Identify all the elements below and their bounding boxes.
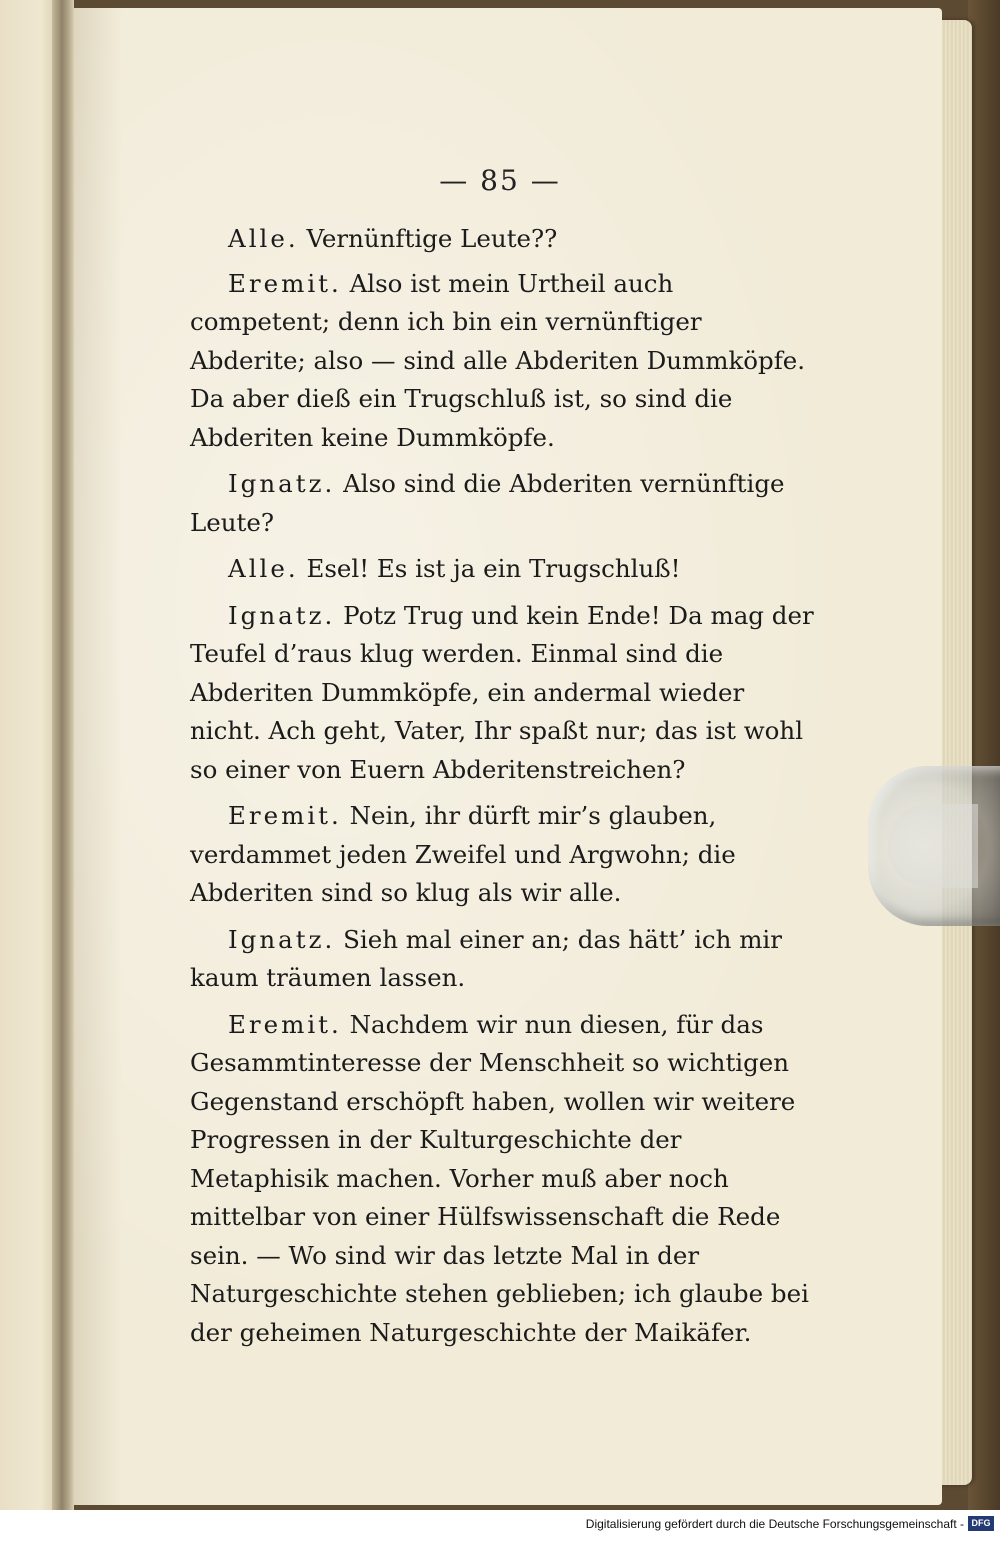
paragraph <box>190 921 820 998</box>
paragraph-text: Vernünftige Leute?? <box>298 224 558 253</box>
dfg-logo: DFG <box>968 1516 994 1531</box>
speaker-name: Eremit. <box>228 1009 342 1039</box>
paragraph-text: Esel! Es ist ja ein Trugschluß! <box>298 554 681 583</box>
paragraph-text: Nein, ihr dürft mir’s glauben, verdammet jeden Zweifel und Argwohn; die Abderiten sind so klug als wir alle. <box>190 801 736 907</box>
page-body <box>190 220 820 1360</box>
paragraph <box>190 797 820 913</box>
facing-page-edge <box>0 0 58 1543</box>
paragraph <box>190 597 820 790</box>
page-clip <box>868 766 1000 926</box>
paragraph-text: Nachdem wir nun diesen, für das Gesammtinteresse der Menschheit so wichtigen Gegenstand erschöpft haben, wollen wir weitere Progressen in der Kulturgeschichte der Metaphisik machen. Vorher muß aber noch mittelbar von einer Hülfswissenschaft die Rede sein. — Wo sind wir das letzte Mal in der Naturgeschichte stehen geblieben; ich glaube bei der geheimen Naturgeschichte der Maikäfer. <box>190 1009 809 1347</box>
paragraph <box>190 220 820 259</box>
paragraph-text: Also sind die Abderiten vernünftige Leute? <box>190 469 785 537</box>
paragraph-text: Sieh mal einer an; das hätt’ ich mir kaum träumen lassen. <box>190 924 782 992</box>
page-number-text: — 85 — <box>439 164 561 197</box>
speaker-name: Alle. <box>228 224 299 253</box>
funding-credit: Digitalisierung gefördert durch die Deutsche Forschungsgemeinschaft - <box>585 1517 964 1531</box>
paragraph <box>190 1006 820 1353</box>
paragraph <box>190 465 820 542</box>
paragraph <box>190 550 820 589</box>
paragraph-text: Also ist mein Urtheil auch competent; denn ich bin ein vernünftiger Abderite; also — sind alle Abderiten Dummköpfe. Da aber dieß ein Trugschluß ist, so sind die Abderiten keine Dummköpfe. <box>190 268 806 452</box>
speaker-name: Alle. <box>228 554 299 583</box>
speaker-name: Eremit. <box>228 801 342 830</box>
page-number <box>0 164 1000 197</box>
footer-bar <box>0 1510 1000 1543</box>
speaker-name: Ignatz. <box>228 600 336 630</box>
paragraph <box>190 265 820 458</box>
speaker-name: Ignatz. <box>228 924 336 954</box>
paragraph-text: Potz Trug und kein Ende! Da mag der Teufel d’raus klug werden. Einmal sind die Abderiten Dummköpfe, ein andermal wieder nicht. Ach geht, Vater, Ihr spaßt nur; das ist wohl so einer von Euern Abderitenstreichen? <box>190 600 814 784</box>
speaker-name: Eremit. <box>228 268 342 298</box>
speaker-name: Ignatz. <box>228 469 336 498</box>
page-clip-inner <box>888 804 978 888</box>
book-gutter <box>52 0 74 1543</box>
